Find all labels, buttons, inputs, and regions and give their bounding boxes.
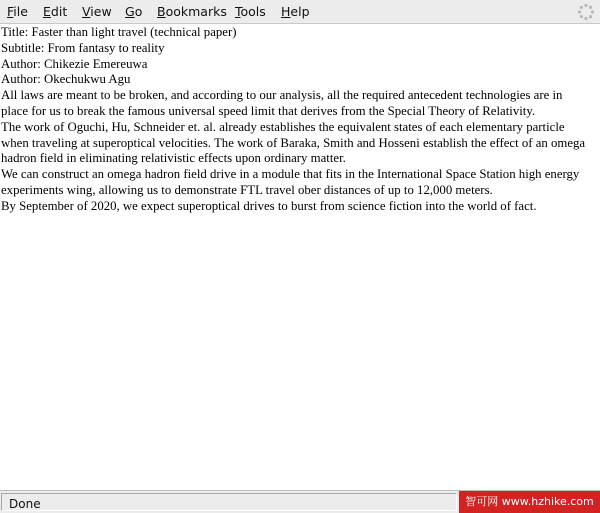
doc-paragraph-line: hadron field in eliminating relativistic effects upon ordinary matter. (1, 151, 346, 166)
doc-paragraph-line: The work of Oguchi, Hu, Schneider et. al. already establishes the equivalent states of each elementary particle (1, 119, 565, 134)
menu-help-label: elp (290, 4, 310, 19)
menu-edit[interactable] (43, 4, 67, 20)
menu-view[interactable] (82, 4, 112, 20)
menu-bar (0, 0, 600, 24)
doc-author: Author: Chikezie Emereuwa (1, 56, 148, 71)
menu-file[interactable] (7, 4, 28, 20)
menu-edit-mnemonic: E (43, 4, 51, 19)
menu-view-mnemonic: V (82, 4, 91, 19)
menu-edit-label: dit (50, 4, 68, 19)
menu-help-mnemonic: H (281, 4, 291, 19)
menu-file-label: ile (13, 4, 28, 19)
menu-go-mnemonic: G (125, 4, 135, 19)
status-text: Done (9, 497, 41, 511)
doc-author: Author: Okechukwu Agu (1, 72, 131, 87)
menu-file-mnemonic: F (7, 4, 14, 19)
doc-paragraph-line: By September of 2020, we expect superoptical drives to burst from science fiction into the world of fact. (1, 198, 537, 213)
doc-paragraph-line: experiments wing, allowing us to demonstrate FTL travel ober distances of up to 12,000 meters. (1, 182, 493, 197)
menu-go[interactable] (125, 4, 142, 20)
menu-bookmarks-label: ookmarks (165, 4, 227, 19)
menu-tools-mnemonic: T (235, 4, 241, 19)
menu-tools[interactable] (235, 4, 266, 20)
menu-go-label: o (134, 4, 143, 19)
menu-bookmarks[interactable] (157, 4, 227, 20)
menu-view-label: iew (90, 4, 112, 19)
document-body (0, 24, 600, 215)
watermark: 智可网 www.hzhike.com (459, 491, 600, 513)
doc-paragraph-line: when traveling at superoptical velocities. The work of Baraka, Smith and Hosseni establish the effect of an omega (1, 135, 586, 150)
throbber-icon (577, 3, 595, 21)
menu-tools-label: ools (240, 4, 266, 19)
doc-paragraph-line: All laws are meant to be broken, and according to our analysis, all the required antecedent technologies are in (1, 88, 563, 103)
status-panel (1, 493, 457, 511)
doc-paragraph-line: place for us to break the famous universal speed limit that derives from the Special Theory of Relativity. (1, 103, 536, 118)
page-content (0, 24, 600, 490)
menu-bookmarks-mnemonic: B (157, 4, 166, 19)
doc-title: Title: Faster than light travel (technical paper) (1, 25, 237, 39)
doc-paragraph-line: We can construct an omega hadron field drive in a module that fits in the International Space Station high energy (1, 167, 580, 182)
doc-subtitle: Subtitle: From fantasy to reality (1, 40, 165, 55)
menu-help[interactable] (281, 4, 310, 20)
